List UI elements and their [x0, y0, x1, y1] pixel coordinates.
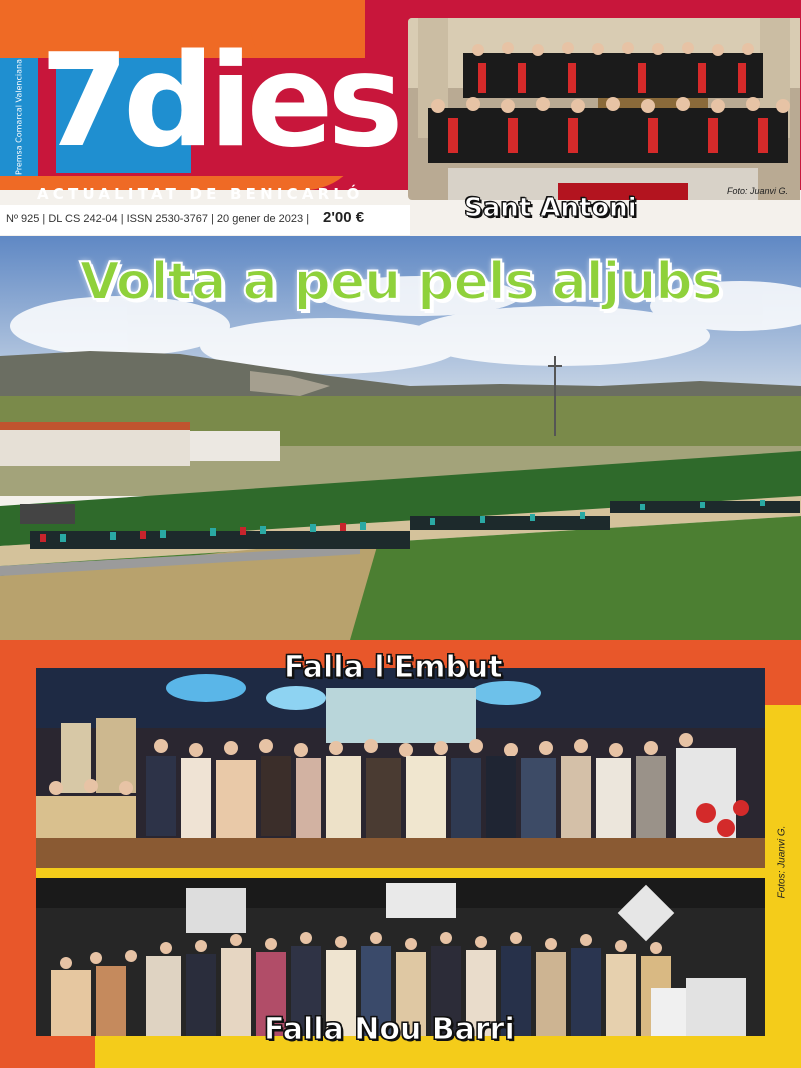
photo-credit-bottom: Fotos: Juanvi G.: [776, 825, 788, 899]
issue-info: Nº 925 | DL CS 242-04 | ISSN 2530-3767 | 20 gener de 2023 |: [6, 213, 310, 225]
photo-credit-top: Foto: Juanvi G.: [727, 186, 789, 196]
falla-nou-barri-caption: Falla Nou Barri: [264, 1012, 515, 1047]
falla-embut-caption: Falla l'Embut: [284, 650, 503, 685]
photo-sant-antoni: [408, 18, 800, 200]
price: 2'00 €: [323, 209, 365, 226]
bottom-yellow-divider: [36, 868, 766, 878]
sant-antoni-caption: Sant Antoni: [464, 193, 637, 223]
tagline: ACTUALITAT DE BENICARLÓ: [37, 185, 364, 203]
logo-side-label: Premsa Comarcal Valenciana: [14, 59, 24, 175]
main-headline: Volta a peu pels aljubs: [79, 252, 722, 312]
logo: 7dies: [40, 27, 398, 176]
photo-falla-embut: [36, 668, 765, 868]
